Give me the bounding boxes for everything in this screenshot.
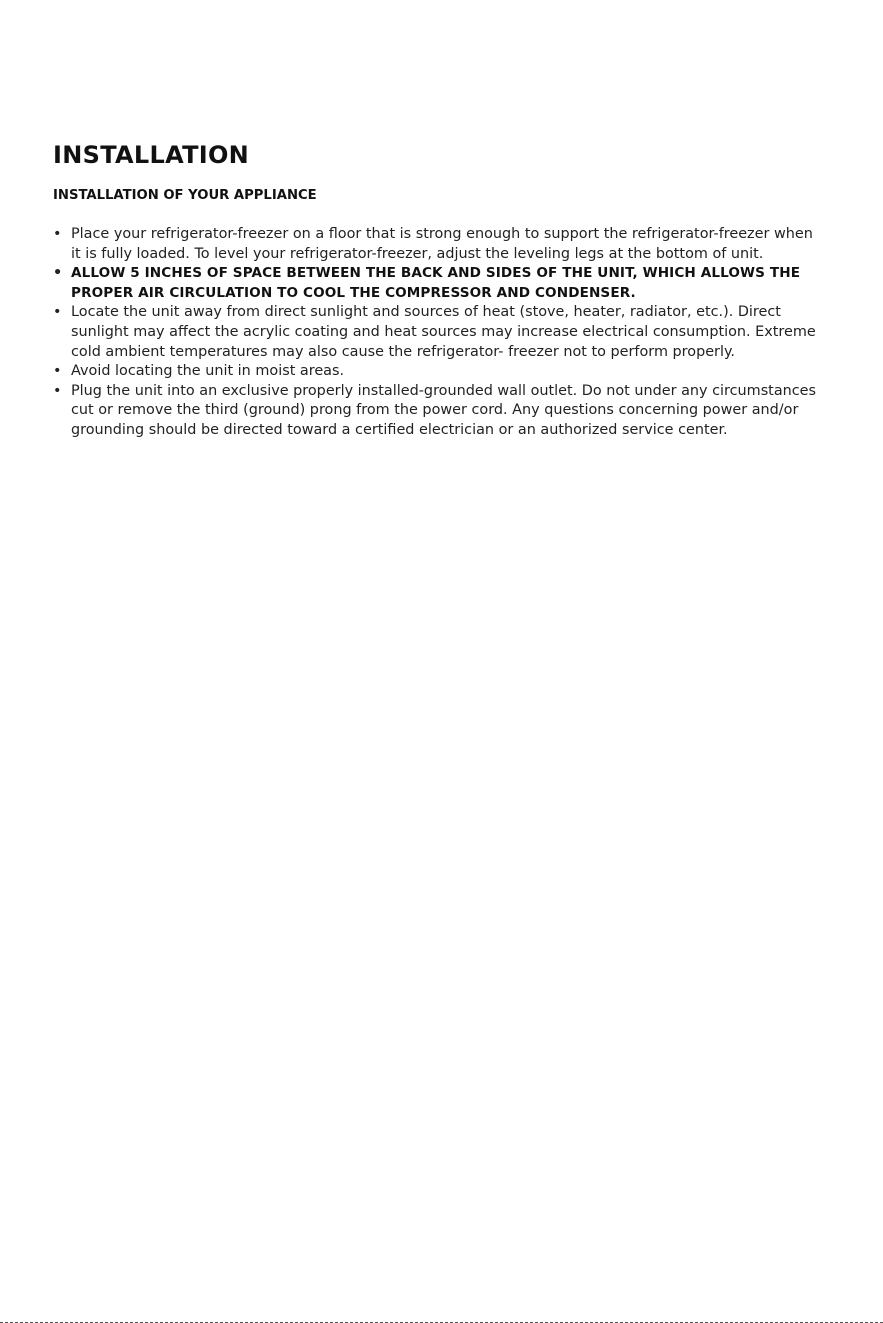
list-item-text: ALLOW 5 INCHES OF SPACE BETWEEN THE BACK AND SIDES OF THE UNIT, WHICH ALLOWS THE PROPER AIR CIRCULATION TO COOL THE COMPRESSOR AND CONDENSER. [71,265,801,301]
list-item-text: Locate the unit away from direct sunlight and sources of heat (stove, heater, radiator, etc.). Direct sunlight may affect the acrylic coating and heat sources may increase electrical consumption. Extreme cold ambient temperatures may also cause the refrigerator- freezer not to perform properly. [71,304,816,360]
list-item [53,264,823,303]
list-item [53,225,823,264]
bullet-icon: • [53,363,62,380]
page-title: INSTALLATION [53,141,250,169]
document-page [53,140,823,441]
list-item-text: Avoid locating the unit in moist areas. [71,363,345,380]
list-item-text: Plug the unit into an exclusive properly installed-grounded wall outlet. Do not under any circumstances cut or remove the third (ground) prong from the power cord. Any questions concerning power and/or grounding should be directed toward a certified electrician or an authorized service center. [71,382,817,438]
bullet-icon: • [53,226,62,242]
section-subtitle: INSTALLATION OF YOUR APPLIANCE [53,188,317,203]
bullet-icon: • [53,265,63,282]
list-item [53,303,823,362]
list-item [53,362,823,382]
instruction-list [53,225,823,441]
bullet-icon: • [53,382,62,399]
bullet-icon: • [53,304,62,321]
list-item [53,382,823,441]
list-item-text: Place your refrigerator-freezer on a floor that is strong enough to support the refrigerator-freezer when it is fully loaded. To level your refrigerator-freezer, adjust the leveling legs at the bottom of unit. [71,226,813,262]
